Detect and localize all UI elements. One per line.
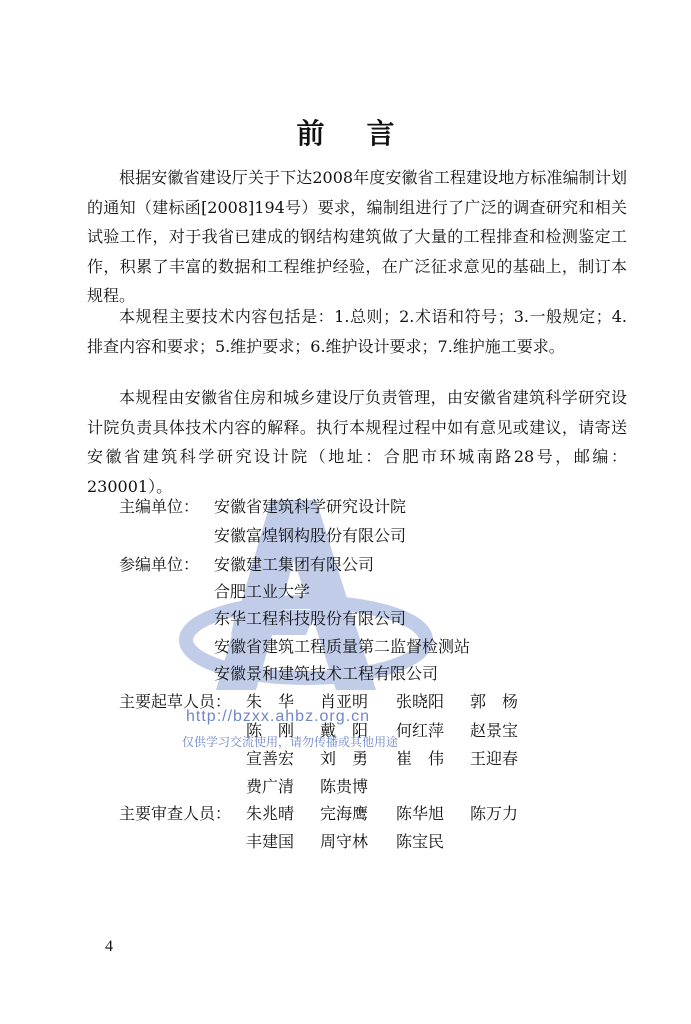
participating-unit: 安徽景和建筑技术工程有限公司 bbox=[214, 664, 439, 683]
preface-paragraph-2: 本规程主要技术内容包括是：1.总则；2.术语和符号；3.一般规定；4.排查内容和要求；5.维护要求；6.维护设计要求；7.维护施工要求。 bbox=[87, 307, 627, 356]
preface-paragraph-3: 本规程由安徽省住房和城乡建设厅负责管理，由安徽省建筑科学研究设计院负责具体技术内容的解释。执行本规程过程中如有意见或建议，请寄送安徽省建筑科学研究设计院（地址：合肥市环城南路28号，邮编：230001）。 bbox=[87, 388, 627, 496]
participating-label: 参编单位： bbox=[119, 555, 200, 574]
reviewer-name: 陈万力 bbox=[470, 804, 519, 823]
drafter-name: 刘 勇 bbox=[320, 749, 369, 768]
drafter-name: 何红萍 bbox=[396, 721, 445, 740]
drafter-name: 陈 刚 bbox=[246, 721, 295, 740]
reviewers-label: 主要审查人员： bbox=[119, 804, 232, 823]
reviewer-name: 完海鹰 bbox=[320, 804, 369, 823]
drafters-row bbox=[246, 777, 396, 797]
watermark-notice: 仅供学习交流使用，请勿传播或其他用途 bbox=[182, 735, 399, 749]
reviewers-row bbox=[246, 832, 470, 852]
page-number: 4 bbox=[105, 938, 113, 955]
participating-unit: 安徽省建筑工程质量第二监督检测站 bbox=[214, 637, 471, 656]
chief-editor-unit: 安徽富煌钢构股份有限公司 bbox=[214, 526, 407, 545]
preface-paragraph-1: 根据安徽省建设厅关于下达2008年度安徽省工程建设地方标准编制计划的通知（建标函[2008]194号）要求，编制组进行了广泛的调查研究和相关试验工作，对于我省已建成的钢结构建筑做了大量的工程排查和检测鉴定工作，积累了丰富的数据和工程维护经验，在广泛征求意见的基础上，制订本规程。 bbox=[87, 168, 627, 305]
participating-unit: 安徽建工集团有限公司 bbox=[214, 555, 375, 574]
drafters-label: 主要起草人员： bbox=[119, 692, 232, 711]
drafter-name: 张晓阳 bbox=[396, 692, 445, 711]
drafter-name: 戴 阳 bbox=[320, 721, 369, 740]
drafter-name: 肖亚明 bbox=[320, 692, 369, 711]
reviewer-name: 周守林 bbox=[320, 832, 369, 851]
page-title: 前言 bbox=[296, 117, 437, 150]
drafter-name: 陈贵博 bbox=[320, 777, 369, 796]
participating-unit: 合肥工业大学 bbox=[214, 582, 311, 601]
drafter-name: 赵景宝 bbox=[470, 721, 519, 740]
chief-editor-label: 主编单位： bbox=[119, 497, 200, 516]
reviewer-name: 丰建国 bbox=[246, 832, 295, 851]
watermark-url: http://bzxx.ahbz.org.cn bbox=[186, 708, 370, 725]
drafter-name: 朱 华 bbox=[246, 692, 295, 711]
reviewers-row bbox=[246, 804, 544, 824]
participating-unit: 东华工程科技股份有限公司 bbox=[214, 609, 407, 628]
reviewer-name: 陈宝民 bbox=[396, 832, 445, 851]
watermark-logo-icon bbox=[176, 490, 439, 720]
chief-editor-unit: 安徽省建筑科学研究设计院 bbox=[214, 497, 407, 516]
drafters-row bbox=[246, 749, 544, 769]
drafter-name: 费广清 bbox=[246, 777, 295, 796]
drafter-name: 崔 伟 bbox=[396, 749, 445, 768]
reviewer-name: 朱兆晴 bbox=[246, 804, 295, 823]
drafter-name: 郭 杨 bbox=[470, 692, 519, 711]
reviewer-name: 陈华旭 bbox=[396, 804, 445, 823]
drafter-name: 宣善宏 bbox=[246, 749, 295, 768]
drafter-name: 王迎春 bbox=[470, 749, 519, 768]
